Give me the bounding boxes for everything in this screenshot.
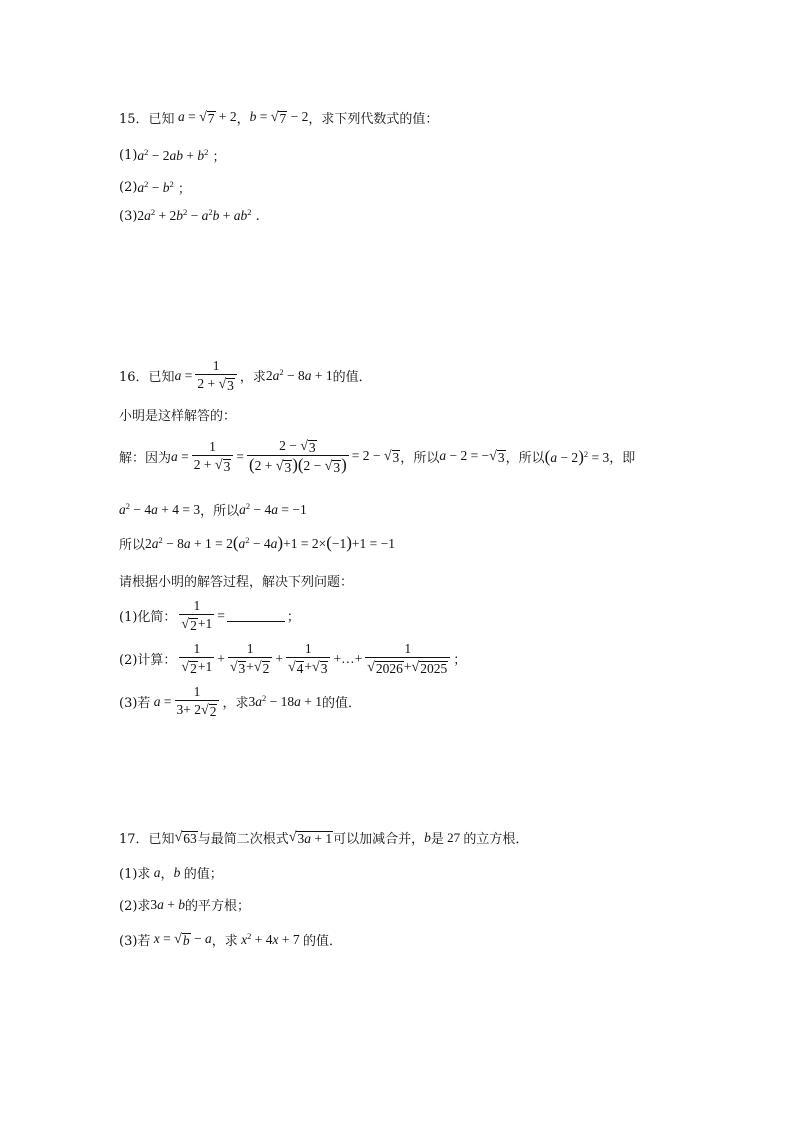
q15-item-1: (1) $a^2 - 2ab + b^2$ ； <box>119 146 226 165</box>
q16-item-3: (3)若 a = 1 3+ 2 √ 2 ， 求 $3a^2 - 18a + 1$ 的值． <box>119 684 362 719</box>
q16-number: 16． <box>119 370 149 385</box>
q16-item-1: (1)化简： 1 √ 2 +1 = ； <box>119 598 300 633</box>
q16-solution-line-2: $a^2 - 4a + 4 = 3$ ， 所以 $a^2 - 4a = -1$ <box>119 500 307 519</box>
q15-item-3: (3) $2a^2 + 2b^2 - a^2b + ab^2$ . <box>119 207 260 224</box>
answer-blank[interactable] <box>227 609 285 622</box>
q15-a-definition: a = √ 7 + 2 <box>174 109 237 126</box>
q15-number: 15． <box>119 112 149 127</box>
q17-item-2: (2)求 3a + b 的平方根； <box>119 896 251 914</box>
q16-solution-line-3: 所以 $2a^2 - 8a + 1 = 2(a^2 - 4a)+1 = 2\times(-1)+1 = -1$ <box>119 533 395 553</box>
q16-requirement: 请根据小明的解答过程，解决下列问题： <box>119 575 354 590</box>
q16-stem: 16． 已知 a = 1 2 + √ 3 ， 求 $2a^2 - 8a + 1$ 的值． <box>119 358 372 393</box>
q17-item-1: (1)求 a ， b 的值； <box>119 864 223 882</box>
q16-fraction-a: 1 2 + √ 3 <box>195 358 237 393</box>
q15-stem: 15． 已知 a = √ 7 + 2 ， b = √ 7 − 2 ， 求下列代数式的值： <box>119 109 439 127</box>
q17-item-3: (3)若 x = √ b − a ， 求 $x^2 + 4x + 7$ 的值． <box>119 930 343 949</box>
q16-solution-line-1: 解：因为 a = 1 2 + √ 3 = 2 − √ 3 (2 + √ 3 )(2 − √ 3 ) = 2 − √ 3 ， 所以 a − 2 = − √ 3 ， 所以 $(a - 2)^2 = 3$ ， 即 <box>119 438 636 475</box>
q17-number: 17． <box>119 832 149 847</box>
q15-item-2: (2) $a^2 - b^2$ ； <box>119 178 191 197</box>
q15-b-definition: b = √ 7 − 2 <box>249 109 309 126</box>
q16-item-2: (2)计算： 1 √ 2 +1 + 1 √ 3 + √ 2 + 1 √ 4 + √ 3 +…+ 1 √ 2026 + √ 2025 ； <box>119 641 467 676</box>
q16-intro: 小明是这样解答的： <box>119 409 237 424</box>
q17-stem: 17． 已知 √ 63 与最简二次根式 √ 3a + 1 可以加减合并， b 是 27 的立方根． <box>119 829 529 847</box>
